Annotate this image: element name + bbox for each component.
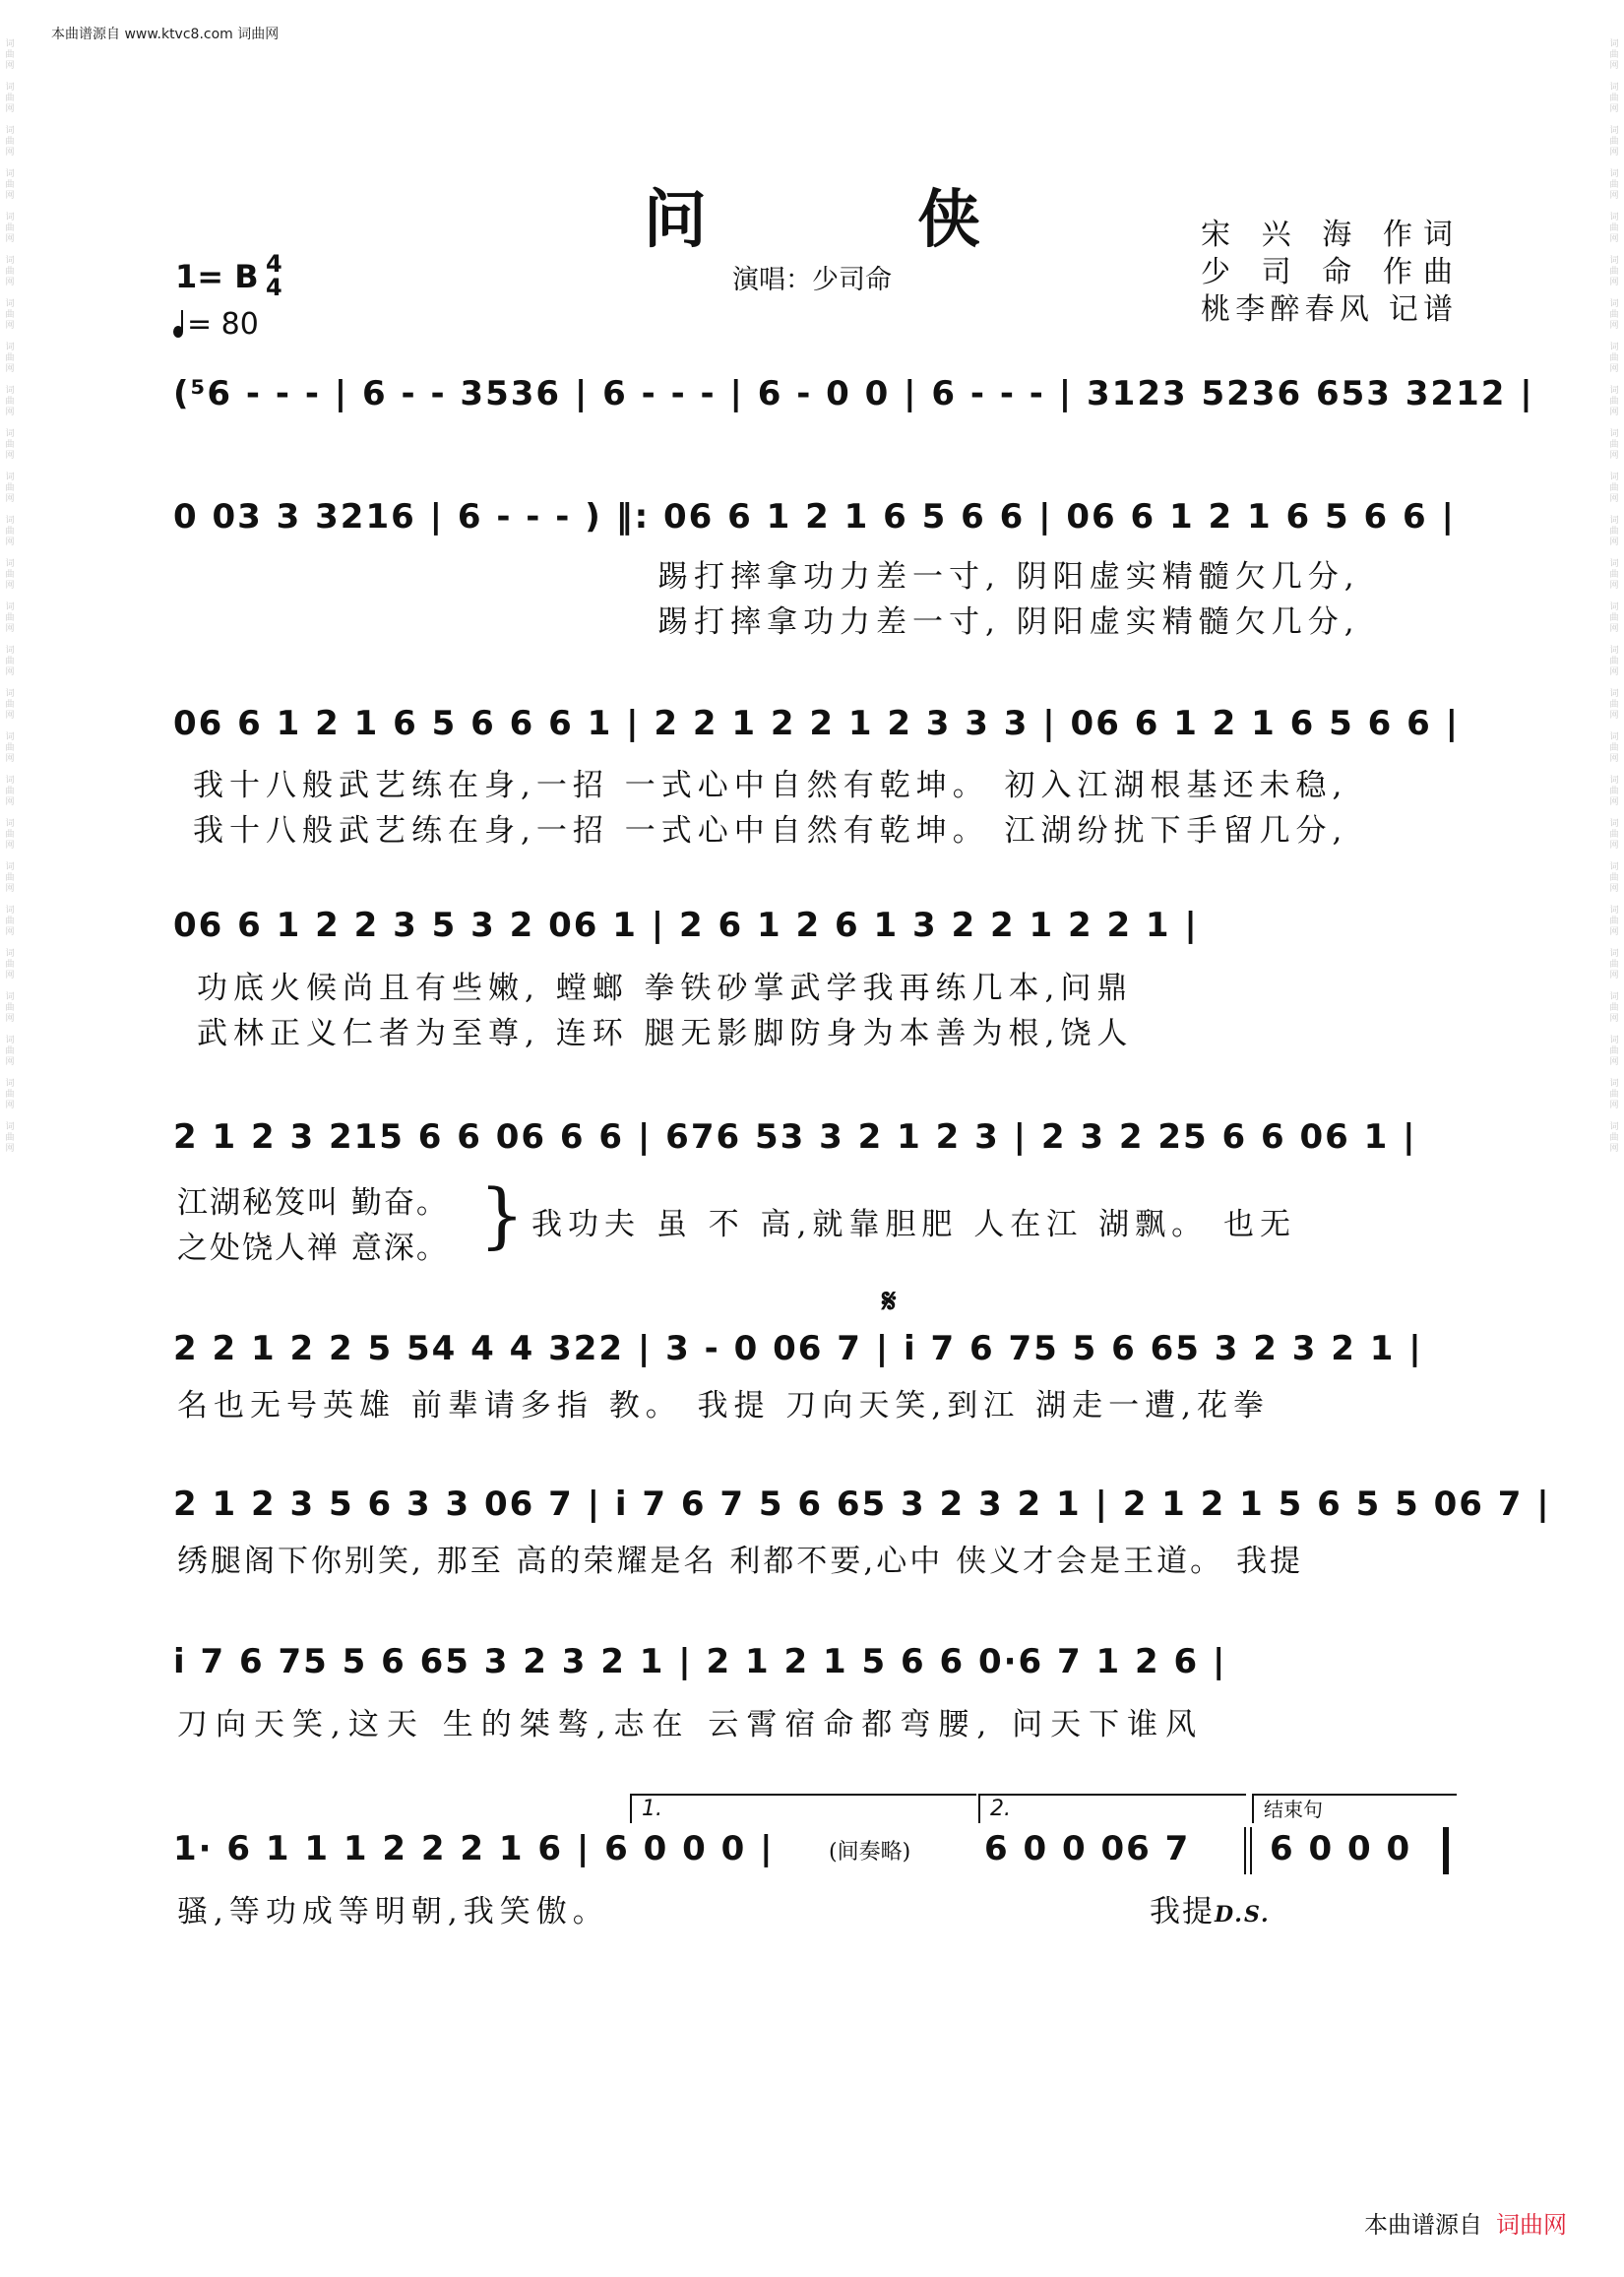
singer-credit: 演唱：少司命 (732, 265, 892, 295)
segno-icon: 𝄋 (882, 1282, 897, 1321)
score-row-6: 2 2 1 2 2 5 54 4 4 322 | 3 - 0 06 7 | i 7 6 75 5 6 65 3 2 3 2 1 | (173, 1329, 1423, 1368)
tempo-marking: = 80 (173, 307, 259, 342)
lyric-row-6: 名也无号英雄 前辈请多指 教。 我提 刀向天笑,到江 湖走一遭,花拳 (177, 1388, 1270, 1423)
lyric-row-2-verse-2: 踢打摔拿功力差一寸, 阴阳虚实精髓欠几分, (657, 604, 1360, 640)
volta-1-bracket: 1. (630, 1794, 976, 1823)
lyric-row-2-verse-1: 踢打摔拿功力差一寸, 阴阳虚实精髓欠几分, (657, 559, 1360, 595)
dal-segno-mark: D.S. (1215, 1902, 1271, 1928)
lyric-row-5-shared: 我功夫 虽 不 高,就靠胆肥 人在江 湖飘。 也无 (531, 1207, 1296, 1242)
lyric-row-8: 刀向天笑,这天 生的桀骜,志在 云霄宿命都弯腰, 问天下谁风 (177, 1707, 1205, 1742)
key-signature: 1= B (175, 258, 259, 295)
lyric-row-5-verse-1: 江湖秘笈叫 勤奋。 (177, 1185, 449, 1221)
footer-brand (1364, 2205, 1567, 2240)
composer-credit: 少 司 命 作曲 (1201, 255, 1453, 289)
lyric-row-3-verse-1: 我十八般武艺练在身,一招 一式心中自然有乾坤。 初入江湖根基还未稳, (193, 768, 1348, 803)
transcriber-credit: 桃李醉春风 记谱 (1201, 292, 1453, 327)
credits-block (1201, 217, 1453, 329)
score-row-8: i 7 6 75 5 6 65 3 2 3 2 1 | 2 1 2 1 5 6 6 0·6 7 1 2 6 | (173, 1642, 1227, 1681)
final-barline (1443, 1827, 1449, 1874)
score-row-3: 06 6 1 2 1 6 5 6 6 6 1 | 2 2 1 2 2 1 2 3 3 3 | 06 6 1 2 1 6 5 6 6 | (173, 704, 1461, 743)
score-row-7: 2 1 2 3 5 6 3 3 06 7 | i 7 6 7 5 6 65 3 2 3 2 1 | 2 1 2 1 5 6 5 5 06 7 | (173, 1485, 1551, 1524)
song-title: 问 侠 (643, 183, 1076, 257)
volta-2-bracket: 2. (978, 1794, 1246, 1823)
footer-brand-source: 本曲谱源自 (1364, 2211, 1482, 2239)
verse-brace: } (479, 1173, 525, 1256)
ending-notes: 6 0 0 0 (1270, 1829, 1412, 1868)
quarter-note-icon (173, 326, 183, 338)
double-barline (1244, 1827, 1246, 1874)
ending-bracket: 结束句 (1252, 1794, 1457, 1823)
footer-brand-site: 词曲网 (1496, 2211, 1567, 2239)
interlude-note: (间奏略) (829, 1840, 911, 1865)
watermark-right: 词曲网 词曲网 词曲网 词曲网 词曲网 词曲网 词曲网 词曲网 词曲网 词曲网 词曲网 词曲网 词曲网 词曲网 词曲网 词曲网 词曲网 词曲网 词曲网 词曲网 词曲网 词曲网 词曲网 词曲网 词曲网 词曲网 (1609, 39, 1619, 1154)
score-row-2: 0 03 3 3216 | 6 - - - ) ‖: 06 6 1 2 1 6 5 6 6 | 06 6 1 2 1 6 5 6 6 | (173, 497, 1456, 537)
score-row-5: 2 1 2 3 215 6 6 06 6 6 | 676 53 3 2 1 2 3 | 2 3 2 25 6 6 06 1 | (173, 1117, 1417, 1157)
lyric-row-4-verse-2: 武林正义仁者为至尊, 连环 腿无影脚防身为本善为根,饶人 (197, 1016, 1134, 1051)
lyric-row-7: 绣腿阁下你别笑, 那至 高的荣耀是名 利都不要,心中 侠义才会是王道。 我提 (177, 1544, 1303, 1579)
score-row-9: 1· 6 1 1 1 2 2 2 1 6 | 6 0 0 0 | (173, 1829, 775, 1868)
volta-2-notes: 6 0 0 06 7 (984, 1829, 1191, 1868)
watermark-left: 词曲网 词曲网 词曲网 词曲网 词曲网 词曲网 词曲网 词曲网 词曲网 词曲网 词曲网 词曲网 词曲网 词曲网 词曲网 词曲网 词曲网 词曲网 词曲网 词曲网 词曲网 词曲网 词曲网 词曲网 词曲网 词曲网 (5, 39, 15, 1154)
top-source-credit: 本曲谱源自 www.ktvc8.com 词曲网 (51, 27, 280, 42)
ds-lyric: 我提D.S. (1150, 1894, 1271, 1929)
lyric-row-3-verse-2: 我十八般武艺练在身,一招 一式心中自然有乾坤。 江湖纷扰下手留几分, (193, 813, 1348, 849)
time-signature: 4 4 (266, 250, 282, 301)
score-row-4: 06 6 1 2 2 3 5 3 2 06 1 | 2 6 1 2 6 1 3 2 2 1 2 2 1 | (173, 906, 1199, 945)
score-row-1: (⁵6 - - - | 6 - - 3536 | 6 - - - | 6 - 0 0 | 6 - - - | 3123 5236 653 3212 | (173, 374, 1534, 413)
lyricist-credit: 宋 兴 海 作词 (1201, 218, 1453, 252)
lyric-row-5-verse-2: 之处饶人禅 意深。 (177, 1231, 449, 1266)
lyric-row-4-verse-1: 功底火候尚且有些嫩, 螳螂 拳铁砂掌武学我再练几本,问鼎 (197, 971, 1134, 1006)
lyric-row-9: 骚,等功成等明朝,我笑傲。 (177, 1894, 609, 1929)
double-barline-2 (1250, 1827, 1252, 1874)
